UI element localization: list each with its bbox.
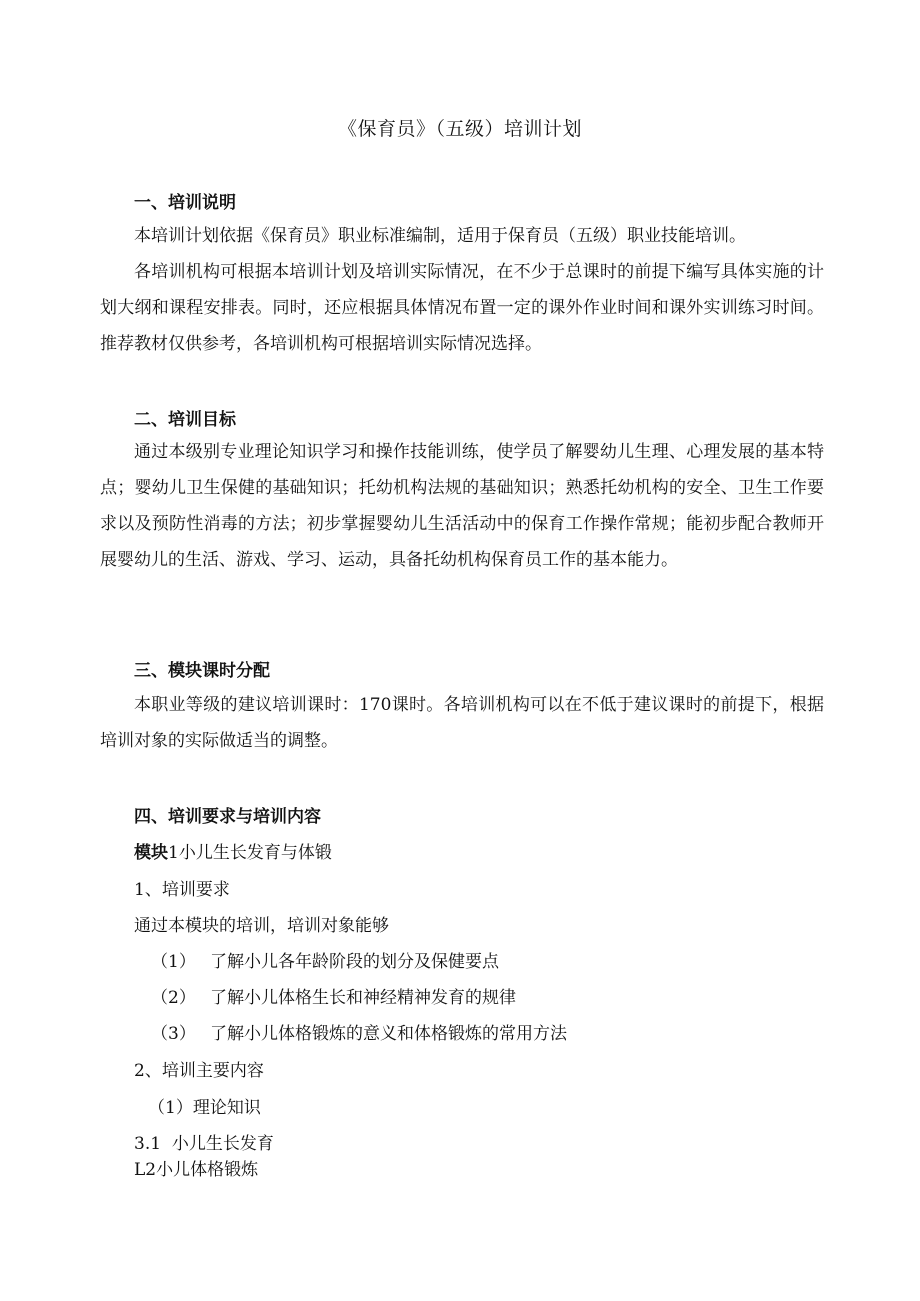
section-heading-1: 一、培训说明	[134, 193, 236, 213]
requirement-text: 了解小儿体格锻炼的意义和体格锻炼的常用方法	[210, 1024, 567, 1044]
subsection-1: 3.1 小儿生长发育	[134, 1134, 274, 1154]
section-2-paragraph: 通过本级别专业理论知识学习和操作技能训练，使学员了解婴幼儿生理、心理发展的基本特点；婴幼儿卫生保健的基础知识；托幼机构法规的基础知识；熟悉托幼机构的安全、卫生工作要求以及预防性消毒的方法；初步掌握婴幼儿生活活动中的保育工作操作常规；能初步配合教师开展婴幼儿的生活、游戏、学习、运动，具备托幼机构保育员工作的基本能力。	[100, 442, 824, 570]
section-heading-3: 三、模块课时分配	[134, 661, 270, 681]
requirement-text: 了解小儿体格生长和神经精神发育的规律	[210, 988, 516, 1008]
requirements-heading: 1、培训要求	[134, 880, 230, 900]
module-name: 1小儿生长发育与体锻	[168, 843, 332, 863]
module-label: 模块	[134, 843, 168, 863]
section-heading-2: 二、培训目标	[134, 410, 236, 430]
section-3-paragraph: 本职业等级的建议培训课时：170课时。各培训机构可以在不低于建议课时的前提下，根据培训对象的实际做适当的调整。	[100, 695, 824, 751]
requirement-number: （1）	[151, 952, 196, 972]
requirement-number: （3）	[151, 1024, 196, 1044]
section-1-paragraph-1: 本培训计划依据《保育员》职业标准编制，适用于保育员（五级）职业技能培训。	[134, 226, 746, 246]
requirement-text: 了解小儿各年龄阶段的划分及保健要点	[210, 952, 499, 972]
subsection-2: L2小儿体格锻炼	[134, 1160, 259, 1180]
theory-label: （1）理论知识	[148, 1098, 261, 1118]
requirement-item	[151, 947, 499, 972]
requirement-number: （2）	[151, 988, 196, 1008]
section-heading-4: 四、培训要求与培训内容	[134, 807, 321, 827]
section-1-paragraph-2: 各培训机构可根据本培训计划及培训实际情况，在不少于总课时的前提下编写具体实施的计划大纲和课程安排表。同时，还应根据具体情况布置一定的课外作业时间和课外实训练习时间。推荐教材仅供参考，各培训机构可根据培训实际情况选择。	[100, 262, 824, 354]
document-title: 《保育员》（五级）培训计划	[337, 118, 582, 140]
module-title	[134, 838, 332, 863]
requirement-item	[151, 983, 516, 1008]
requirement-item	[151, 1019, 567, 1044]
content-heading: 2、培训主要内容	[134, 1061, 264, 1081]
requirements-intro: 通过本模块的培训，培训对象能够	[134, 916, 389, 936]
